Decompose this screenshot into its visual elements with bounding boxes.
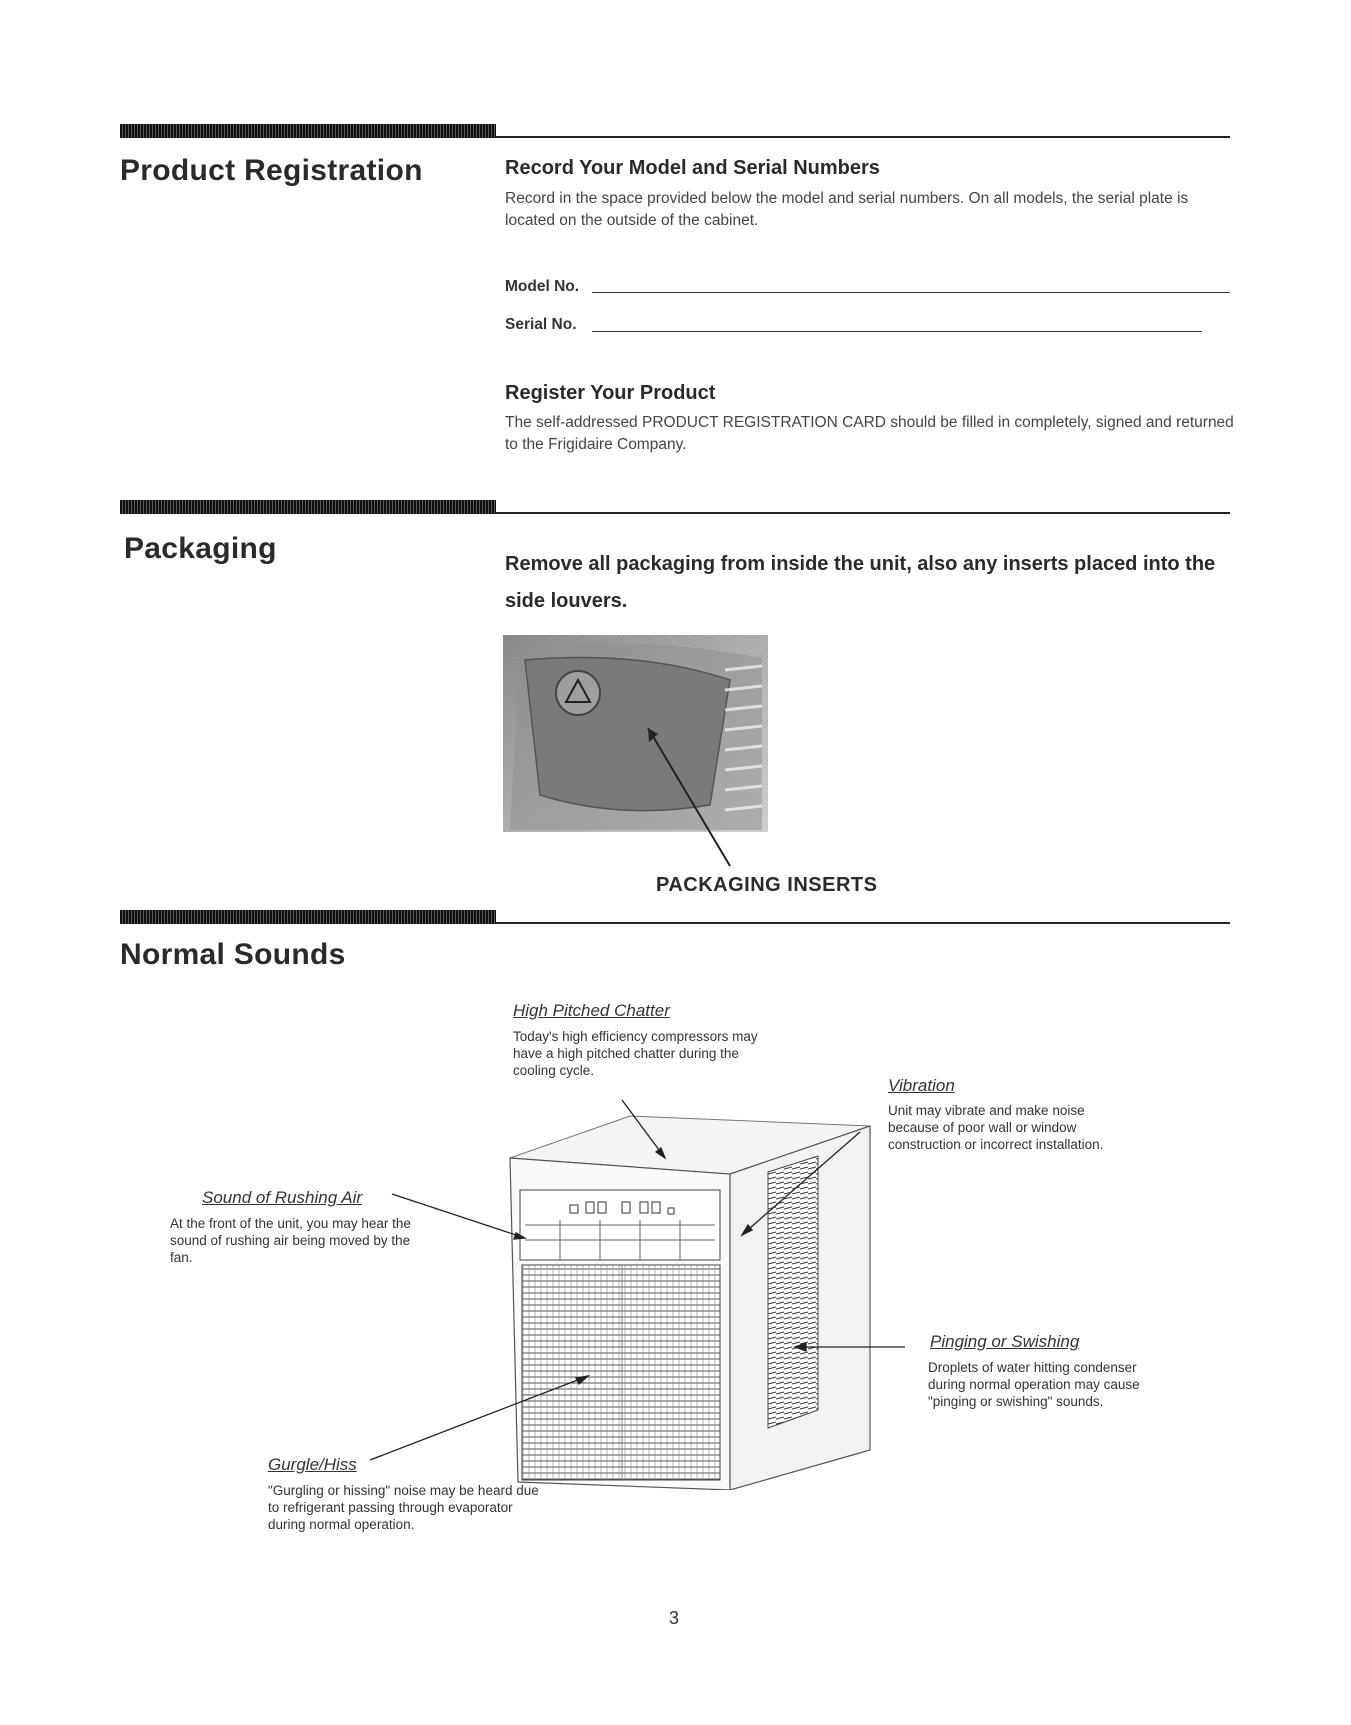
record-numbers-heading: Record Your Model and Serial Numbers (505, 157, 880, 179)
product-registration-title: Product Registration (120, 154, 423, 187)
register-product-heading: Register Your Product (505, 382, 716, 404)
packaging-title: Packaging (124, 532, 277, 565)
register-product-text: The self-addressed PRODUCT REGISTRATION CARD should be filled in completely, signed and returned to the Frigidaire Company. (505, 414, 1234, 453)
record-numbers-text: Record in the space provided below the model and serial numbers. On all models, the serial plate is located on the outside of the cabinet. (505, 190, 1189, 229)
pinging-swishing-title: Pinging or Swishing (930, 1332, 1080, 1351)
model-no-label: Model No. (505, 278, 580, 295)
gurgle-hiss-title: Gurgle/Hiss (268, 1455, 357, 1474)
gurgle-hiss-text: "Gurgling or hissing" noise may be heard due to refrigerant passing through evaporator during normal operation. (268, 1483, 539, 1532)
packaging-instruction: Remove all packaging from inside the unit, also any inserts placed into the side louvers. (505, 553, 1216, 612)
vibration-text: Unit may vibrate and make noise because of poor wall or window construction or incorrect installation. (888, 1103, 1104, 1152)
rushing-air-text: At the front of the unit, you may hear the sound of rushing air being moved by the fan. (170, 1216, 411, 1265)
normal-sounds-title: Normal Sounds (120, 938, 346, 971)
high-pitched-chatter-text: Today's high efficiency compressors may have a high pitched chatter during the cooling cycle. (513, 1029, 758, 1078)
rushing-air-title: Sound of Rushing Air (202, 1188, 363, 1207)
packaging-caption: PACKAGING INSERTS (656, 874, 878, 896)
vibration-title: Vibration (888, 1076, 955, 1095)
serial-no-label: Serial No. (505, 316, 577, 333)
pinging-swishing-text: Droplets of water hitting condenser during normal operation may cause "pinging or swishing" sounds. (928, 1360, 1140, 1409)
high-pitched-chatter-title: High Pitched Chatter (513, 1001, 670, 1020)
page-number: 3 (669, 1608, 680, 1628)
